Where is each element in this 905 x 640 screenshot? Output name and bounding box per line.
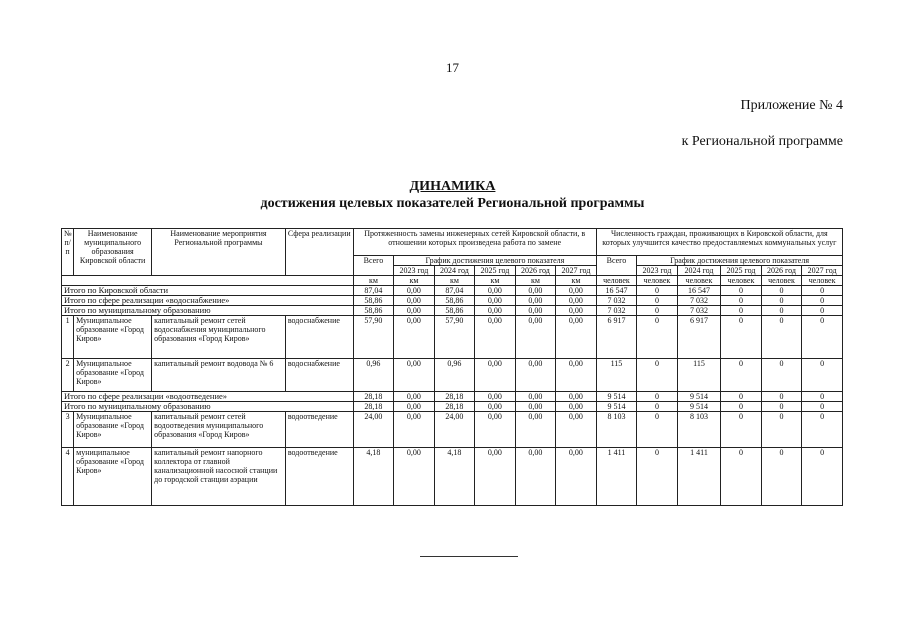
value-cell: 0 [761,392,802,402]
value-cell: 0,00 [515,448,556,506]
unit-people: человек [802,276,843,286]
table-row [62,316,843,359]
value-cell: 28,18 [434,402,475,412]
value-cell: 28,18 [353,402,394,412]
municipality-cell: Муниципальное образование «Город Киров» [74,412,152,448]
value-cell: 0,00 [556,296,597,306]
value-cell: 9 514 [596,402,637,412]
header-networks: Протяженность замены инженерных сетей Кировской области, в отношении которых произведена работа по замене [353,229,596,256]
year-header: 2023 год [637,266,678,276]
value-cell: 0,00 [515,296,556,306]
value-cell: 87,04 [353,286,394,296]
header-population: Численность граждан, проживающих в Кировской области, для которых улучшится качество предоставляемых коммунальных услуг [596,229,842,256]
year-header: 2027 год [556,266,597,276]
year-header: 2027 год [802,266,843,276]
row-number: 1 [62,316,74,359]
value-cell: 0,00 [475,448,516,506]
total-label: Итого по сфере реализации «водоснабжение» [62,296,354,306]
header-networks-schedule: График достижения целевого показателя [394,256,597,266]
year-header: 2025 год [721,266,762,276]
unit-people: человек [721,276,762,286]
value-cell: 0,00 [556,316,597,359]
value-cell: 0,00 [515,412,556,448]
value-cell: 0,00 [515,316,556,359]
value-cell: 0 [802,448,843,506]
value-cell: 0 [802,306,843,316]
value-cell: 0 [761,412,802,448]
value-cell: 115 [596,359,637,392]
header-municipality: Наименование муниципального образования Кировской области [74,229,152,276]
value-cell: 0,00 [556,306,597,316]
value-cell: 0,00 [475,306,516,316]
value-cell: 0,00 [475,412,516,448]
measure-cell: капитальный ремонт водовода № 6 [152,359,286,392]
value-cell: 0 [721,448,762,506]
unit-people: человек [761,276,802,286]
year-header: 2026 год [515,266,556,276]
value-cell: 8 103 [677,412,721,448]
measure-cell: капитальный ремонт сетей водоснабжения муниципального образования «Город Киров» [152,316,286,359]
value-cell: 9 514 [677,392,721,402]
value-cell: 0 [637,306,678,316]
value-cell: 8 103 [596,412,637,448]
value-cell: 7 032 [596,296,637,306]
program-label: к Региональной программе [681,134,843,149]
municipality-cell: Муниципальное образование «Город Киров» [74,316,152,359]
value-cell: 24,00 [434,412,475,448]
value-cell: 58,86 [353,296,394,306]
value-cell: 28,18 [434,392,475,402]
value-cell: 0,00 [556,412,597,448]
value-cell: 0,00 [475,316,516,359]
value-cell: 58,86 [353,306,394,316]
year-header: 2026 год [761,266,802,276]
value-cell: 0,00 [394,412,435,448]
unit-km: км [394,276,435,286]
sphere-cell: водоотведение [285,448,353,506]
total-label: Итого по муниципальному образованию [62,402,354,412]
value-cell: 0 [802,296,843,306]
value-cell: 0,00 [475,359,516,392]
value-cell: 0 [761,316,802,359]
value-cell: 0,00 [394,286,435,296]
value-cell: 1 411 [677,448,721,506]
table-row [62,448,843,506]
header-num: № п/п [62,229,74,276]
value-cell: 0,00 [515,306,556,316]
value-cell: 16 547 [596,286,637,296]
measure-cell: капитальный ремонт напорного коллектора от главной канализационной насосной станции до городской станции аэрации [152,448,286,506]
value-cell: 115 [677,359,721,392]
table-row [62,359,843,392]
value-cell: 0,00 [475,286,516,296]
title-main: ДИНАМИКА [409,179,496,194]
value-cell: 7 032 [677,296,721,306]
value-cell: 58,86 [434,296,475,306]
unit-people: человек [677,276,721,286]
value-cell: 0 [721,359,762,392]
value-cell: 0,00 [556,286,597,296]
value-cell: 6 917 [677,316,721,359]
value-cell: 0 [721,286,762,296]
value-cell: 0,00 [394,316,435,359]
value-cell: 4,18 [434,448,475,506]
value-cell: 0 [637,402,678,412]
value-cell: 0,00 [515,286,556,296]
value-cell: 7 032 [677,306,721,316]
value-cell: 0 [721,296,762,306]
value-cell: 0 [721,316,762,359]
value-cell: 0,00 [515,359,556,392]
value-cell: 0 [637,412,678,448]
value-cell: 0 [637,286,678,296]
value-cell: 0 [761,448,802,506]
year-header: 2024 год [677,266,721,276]
value-cell: 0,00 [556,392,597,402]
total-label: Итого по Кировской области [62,286,354,296]
header-networks-total: Всего [353,256,394,276]
value-cell: 0 [802,392,843,402]
value-cell: 57,90 [434,316,475,359]
value-cell: 0 [802,412,843,448]
municipality-cell: Муниципальное образование «Город Киров» [74,359,152,392]
value-cell: 0,00 [475,296,516,306]
total-label: Итого по муниципальному образованию [62,306,354,316]
value-cell: 0 [637,359,678,392]
value-cell: 57,90 [353,316,394,359]
total-row [62,392,843,402]
total-row [62,402,843,412]
value-cell: 9 514 [596,392,637,402]
value-cell: 0 [721,306,762,316]
unit-km: км [353,276,394,286]
value-cell: 0 [761,359,802,392]
value-cell: 0 [637,296,678,306]
value-cell: 0 [761,296,802,306]
value-cell: 0,00 [515,402,556,412]
value-cell: 0,00 [556,402,597,412]
value-cell: 0 [761,306,802,316]
value-cell: 4,18 [353,448,394,506]
document-title [0,178,905,212]
value-cell: 0 [721,402,762,412]
total-label: Итого по сфере реализации «водоотведение» [62,392,354,402]
table-row [62,412,843,448]
value-cell: 9 514 [677,402,721,412]
page-number: 17 [446,60,459,75]
value-cell: 0,00 [556,448,597,506]
value-cell: 0,00 [475,402,516,412]
value-cell: 16 547 [677,286,721,296]
value-cell: 0,00 [394,448,435,506]
value-cell: 87,04 [434,286,475,296]
value-cell: 0 [637,316,678,359]
value-cell: 58,86 [434,306,475,316]
year-header: 2025 год [475,266,516,276]
value-cell: 0 [761,286,802,296]
value-cell: 0,00 [556,359,597,392]
value-cell: 6 917 [596,316,637,359]
value-cell: 0 [637,448,678,506]
year-header: 2024 год [434,266,475,276]
value-cell: 0 [721,412,762,448]
appendix-label: Приложение № 4 [740,98,843,113]
value-cell: 0 [802,402,843,412]
value-cell: 0,00 [394,296,435,306]
value-cell: 24,00 [353,412,394,448]
unit-km: км [434,276,475,286]
value-cell: 0 [802,316,843,359]
value-cell: 0 [721,392,762,402]
unit-km: км [556,276,597,286]
value-cell: 7 032 [596,306,637,316]
row-number: 2 [62,359,74,392]
value-cell: 0 [802,286,843,296]
value-cell: 0,00 [394,306,435,316]
measure-cell: капитальный ремонт сетей водоотведения муниципального образования «Город Киров» [152,412,286,448]
total-row [62,296,843,306]
unit-km: км [515,276,556,286]
value-cell: 1 411 [596,448,637,506]
header-measure: Наименование мероприятия Региональной программы [152,229,286,276]
sphere-cell: водоотведение [285,412,353,448]
header-sphere: Сфера реализации [285,229,353,276]
header-population-total: Всего [596,256,637,276]
value-cell: 0,00 [394,402,435,412]
value-cell: 28,18 [353,392,394,402]
total-row [62,306,843,316]
unit-people: человек [637,276,678,286]
value-cell: 0 [802,359,843,392]
year-header: 2023 год [394,266,435,276]
value-cell: 0,00 [394,359,435,392]
title-sub: достижения целевых показателей Региональной программы [260,196,645,211]
total-row [62,286,843,296]
header-population-schedule: График достижения целевого показателя [637,256,843,266]
value-cell: 0 [637,392,678,402]
row-number: 3 [62,412,74,448]
units-row [62,276,843,286]
value-cell: 0,00 [475,392,516,402]
value-cell: 0,00 [394,392,435,402]
indicators-table [61,228,843,506]
value-cell: 0,96 [353,359,394,392]
municipality-cell: муниципальное образование «Город Киров» [74,448,152,506]
value-cell: 0 [761,402,802,412]
unit-people: человек [596,276,637,286]
sphere-cell: водоснабжение [285,316,353,359]
unit-km: км [475,276,516,286]
value-cell: 0,00 [515,392,556,402]
footer-divider [420,556,518,557]
row-number: 4 [62,448,74,506]
value-cell: 0,96 [434,359,475,392]
sphere-cell: водоснабжение [285,359,353,392]
units-spacer [62,276,354,286]
